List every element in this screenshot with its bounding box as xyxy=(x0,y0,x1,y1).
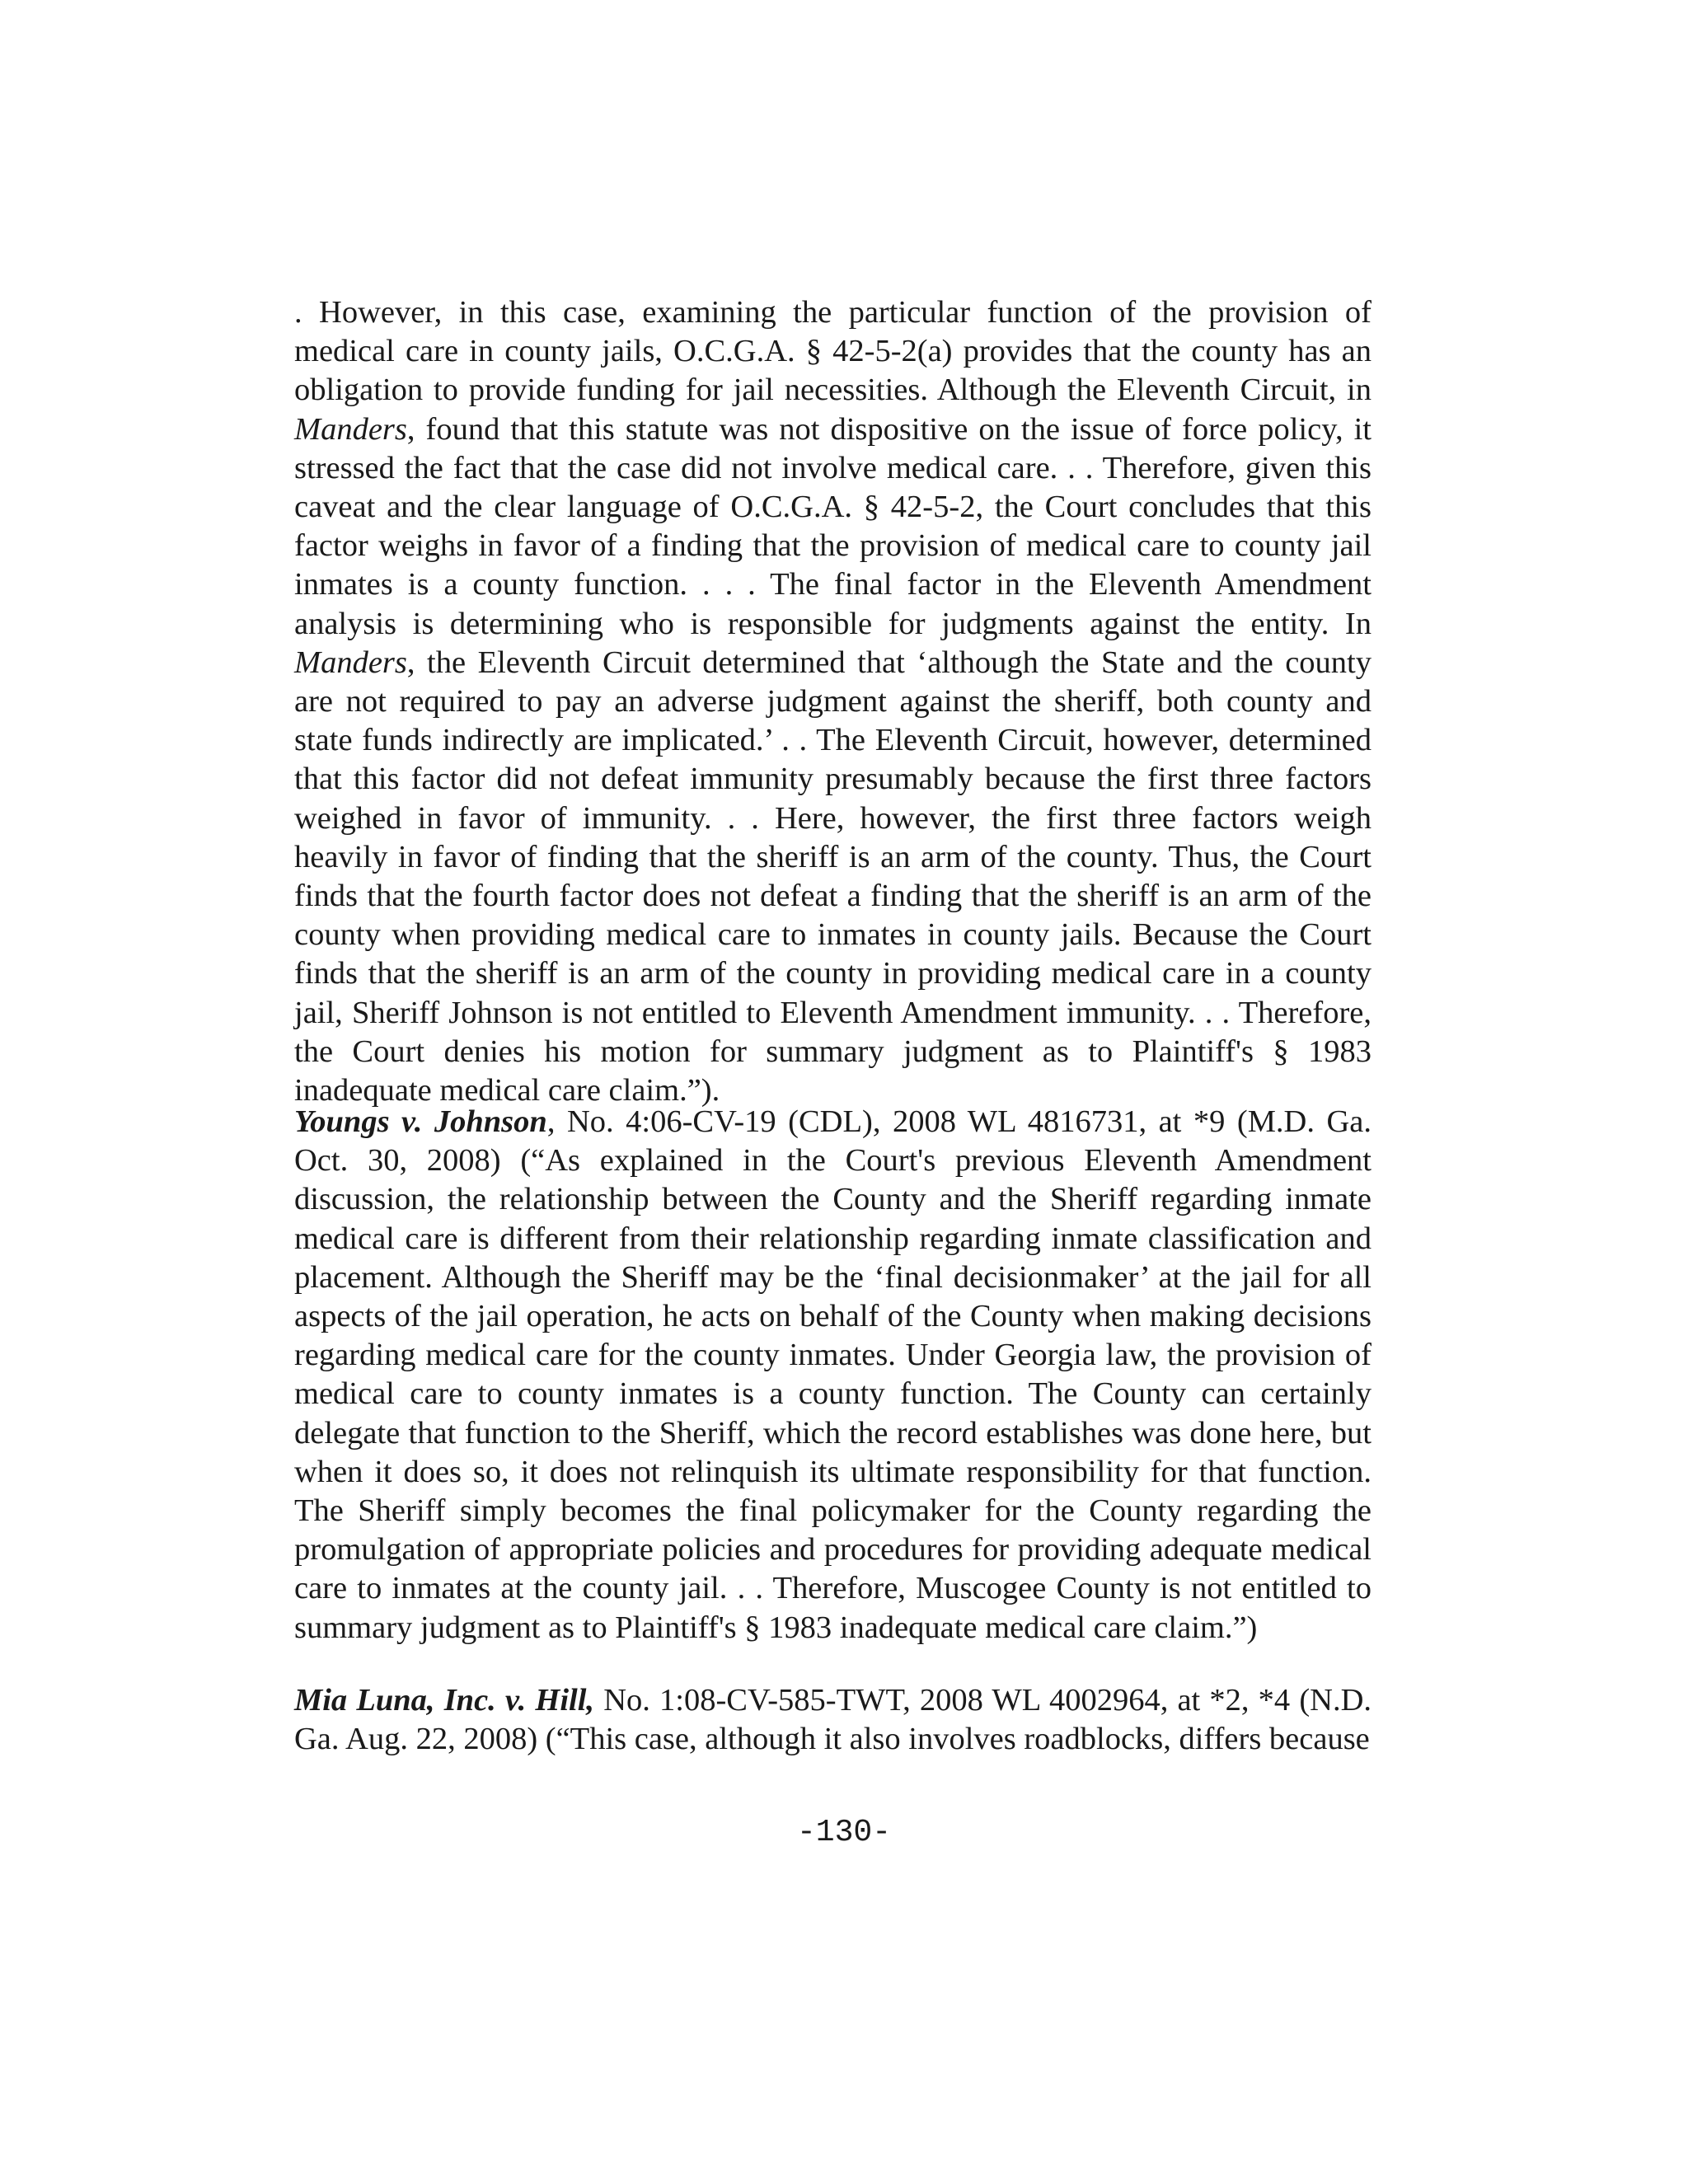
paragraph-manders-quote xyxy=(294,293,1372,1110)
text-segment: No. 1:08-CV-585-TWT, 2008 WL 4002964, at *2, *4 (N.D. Ga. Aug. 22, 2008) (“This case, although it also involves roadblocks, differs because xyxy=(294,1683,1372,1757)
case-name-youngs-v-johnson: Youngs v. Johnson xyxy=(294,1104,547,1139)
case-name-mia-luna-v-hill: Mia Luna, Inc. v. Hill, xyxy=(294,1683,595,1718)
case-reference-manders: Manders xyxy=(294,644,407,680)
case-reference-manders: Manders xyxy=(294,411,407,447)
text-segment: , No. 4:06-CV-19 (CDL), 2008 WL 4816731, at *9 (M.D. Ga. Oct. 30, 2008) (“As explained in the Court's previous Eleventh Amendment discussion, the relationship between the County and the Sheriff regarding inmate medical care is different from their relationship regarding inmate classification and placement. Although the Sheriff may be the ‘final decisionmaker’ at the jail for all aspects of the jail operation, he acts on behalf of the County when making decisions regarding medical care for the county inmates. Under Georgia law, the provision of medical care to county inmates is a county function. The County can certainly delegate that function to the Sheriff, which the record establishes was done here, but when it does so, it does not relinquish its ultimate responsibility for that function. The Sheriff simply becomes the final policymaker for the County regarding the promulgation of appropriate policies and procedures for providing adequate medical care to inmates at the county jail. . . Therefore, Muscogee County is not entitled to summary judgment as to Plaintiff's § 1983 inadequate medical care claim.”) xyxy=(294,1104,1372,1645)
paragraph-youngs-v-johnson xyxy=(294,1103,1372,1647)
paragraph-mia-luna-v-hill xyxy=(294,1681,1372,1759)
text-segment: , the Eleventh Circuit determined that ‘although the State and the county are not required to pay an adverse judgment against the sheriff, both county and state funds indirectly are implicated.’ . . The Eleventh Circuit, however, determined that this factor did not defeat immunity presumably because the first three factors weighed in favor of immunity. . . Here, however, the first three factors weigh heavily in favor of finding that the sheriff is an arm of the county. Thus, the Court finds that the fourth factor does not defeat a finding that the sheriff is an arm of the county when providing medical care to inmates in county jails. Because the Court finds that the sheriff is an arm of the county in providing medical care in a county jail, Sheriff Johnson is not entitled to Eleventh Amendment immunity. . . Therefore, the Court denies his motion for summary judgment as to Plaintiff's § 1983 inadequate medical care claim.”). xyxy=(294,644,1372,1108)
text-segment: , found that this statute was not dispositive on the issue of force policy, it stressed the fact that the case did not involve medical care. . . Therefore, given this caveat and the clear language of O.C.G.A. § 42-5-2, the Court concludes that this factor weighs in favor of a finding that the provision of medical care to county jail inmates is a county function. . . . The final factor in the Eleventh Amendment analysis is determining who is responsible for judgments against the entity. In xyxy=(294,411,1372,641)
text-segment: . However, in this case, examining the particular function of the provision of medical care in county jails, O.C.G.A. § 42-5-2(a) provides that the county has an obligation to provide funding for jail necessities. Although the Eleventh Circuit, in xyxy=(294,295,1372,408)
page-number: -130- xyxy=(796,1815,892,1850)
